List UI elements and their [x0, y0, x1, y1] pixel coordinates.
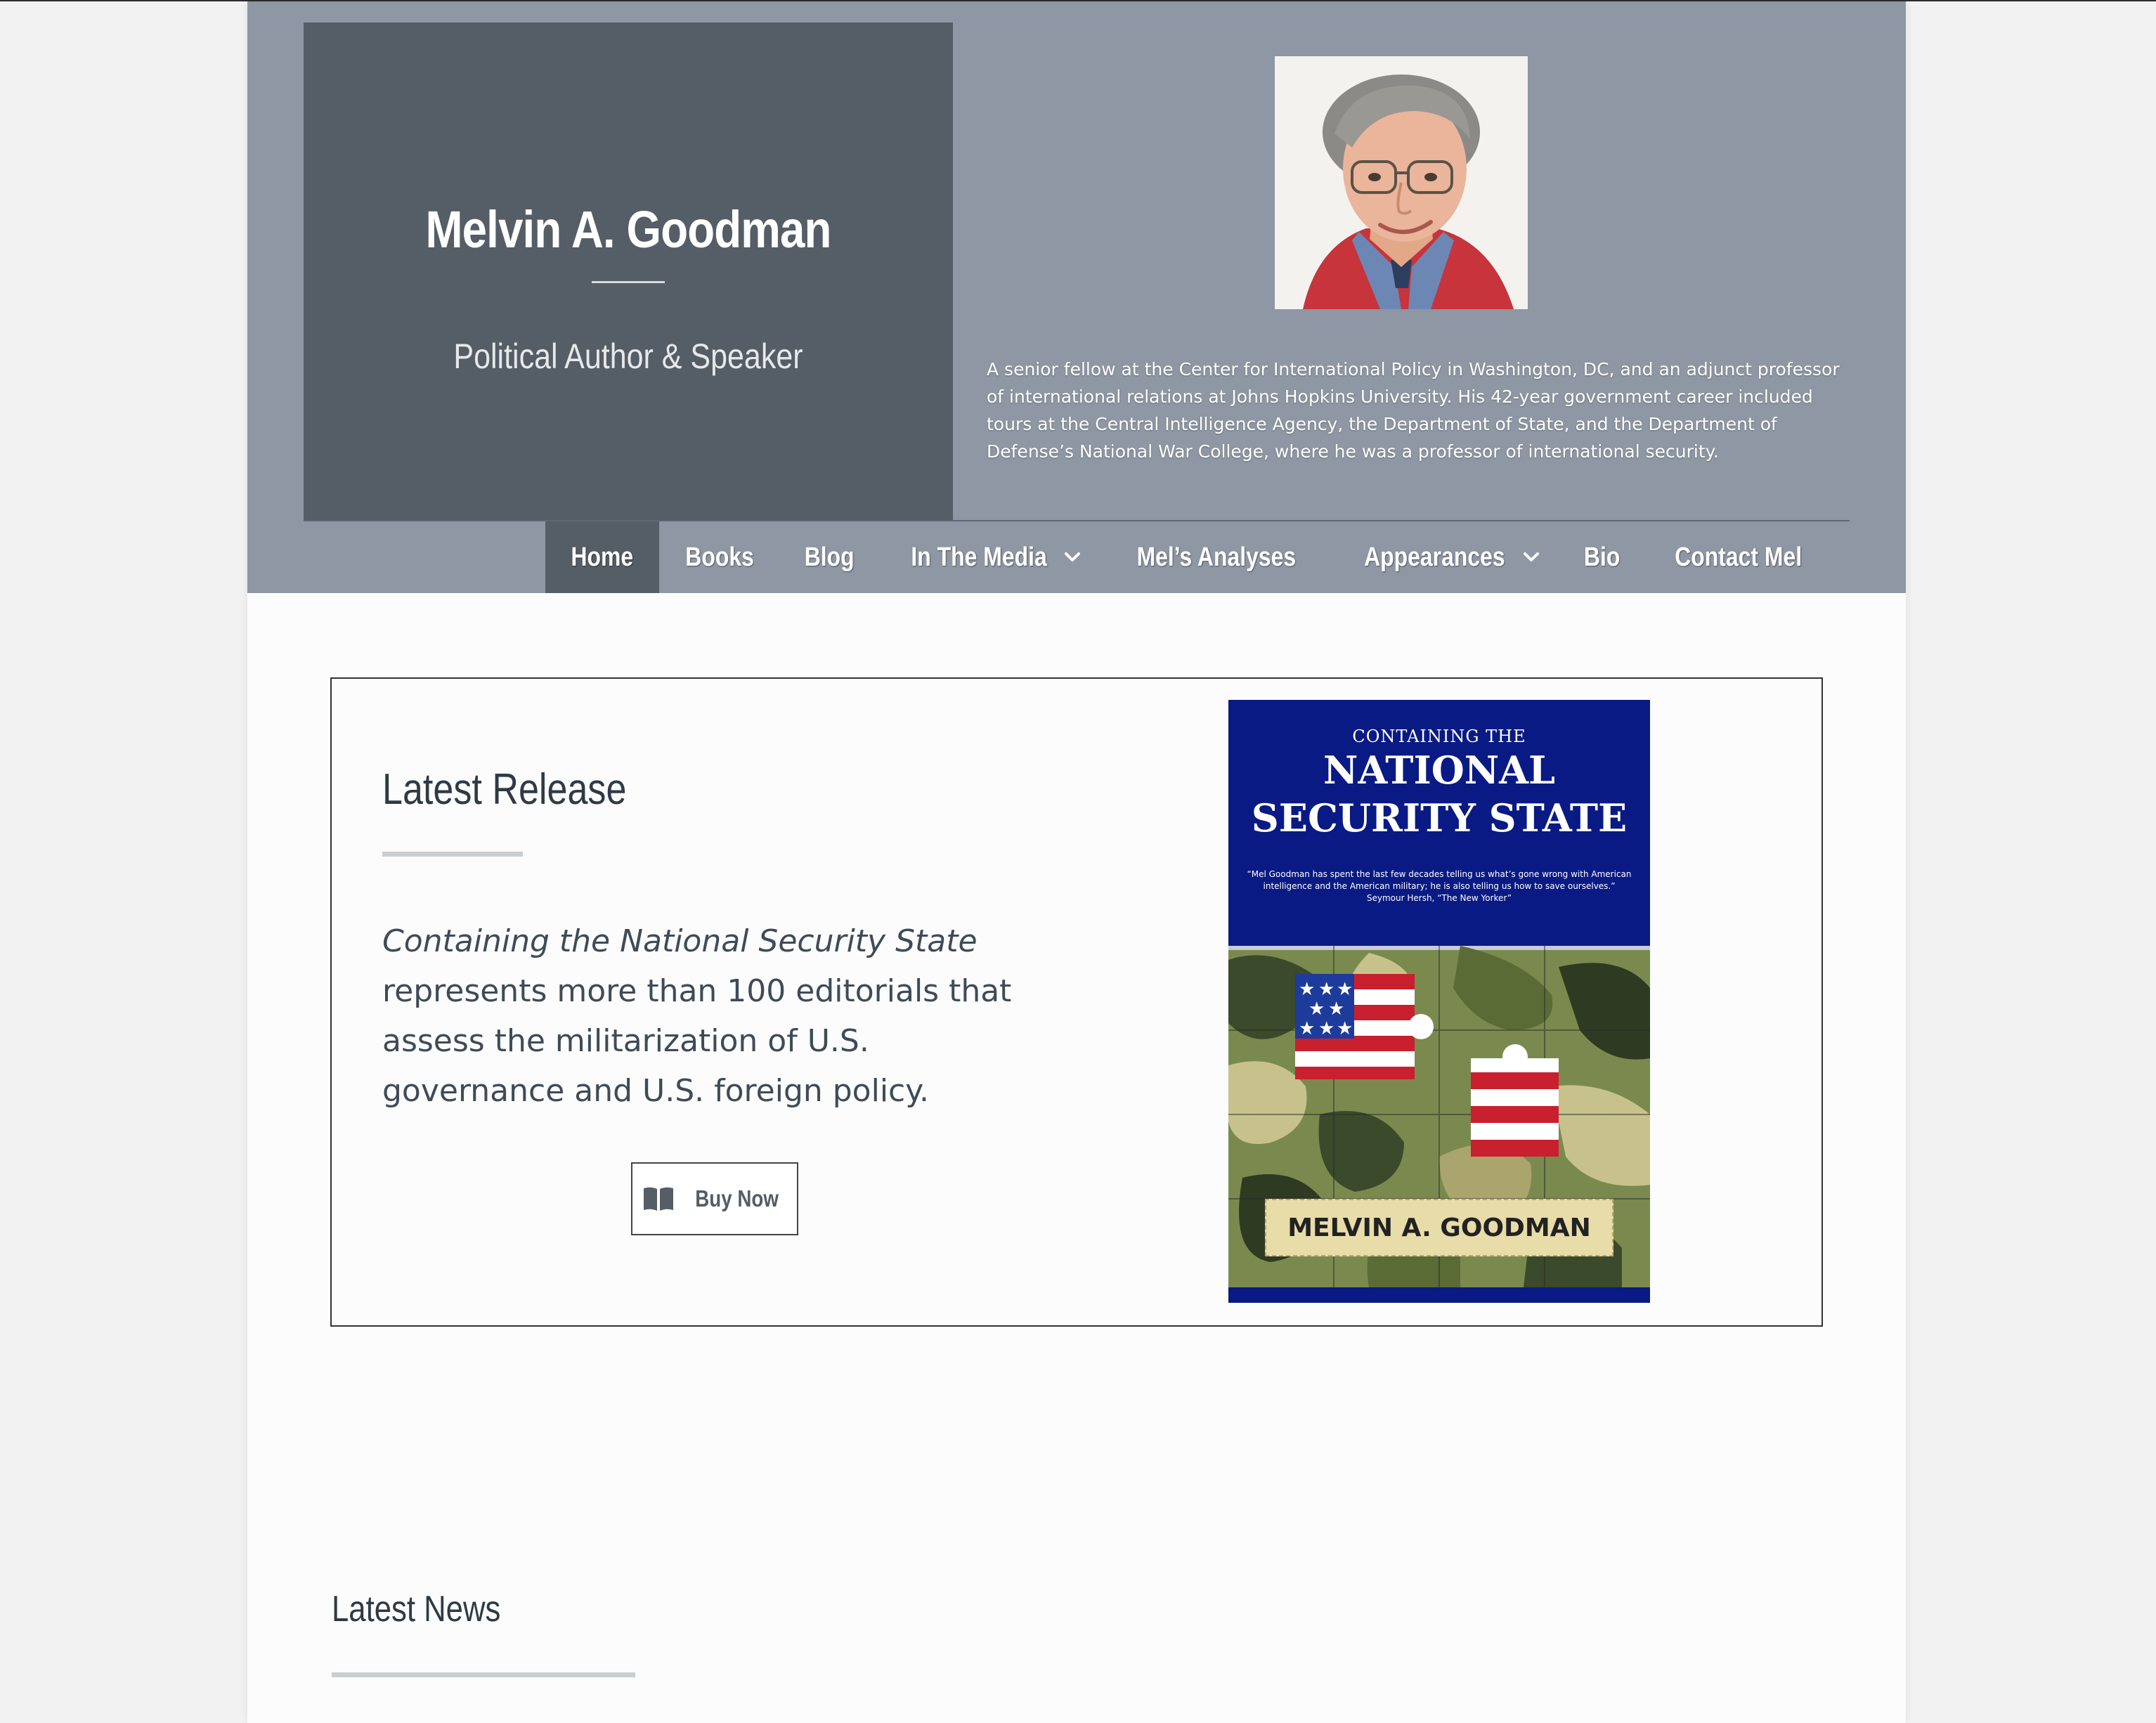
nav-item-in-the-media[interactable]: [878, 521, 1102, 593]
svg-text:★: ★: [1337, 1018, 1353, 1039]
book-open-icon: [642, 1185, 675, 1212]
cover-title-line1: NATIONAL: [1323, 748, 1555, 793]
cover-quote-line3: Seymour Hersh, “The New Yorker”: [1366, 893, 1512, 903]
nav-item-contact-mel[interactable]: [1643, 521, 1833, 593]
site-header: [247, 1, 1906, 593]
nav-item-label: Books: [684, 542, 754, 572]
cover-title-line2: SECURITY STATE: [1251, 795, 1628, 840]
portrait-image: [1275, 56, 1528, 309]
main-navigation: [545, 521, 1833, 593]
nav-item-home[interactable]: [545, 521, 659, 593]
svg-text:★: ★: [1299, 1018, 1316, 1039]
nav-item-label: Blog: [804, 542, 855, 572]
site-title[interactable]: Melvin A. Goodman: [425, 200, 831, 259]
cover-title: [1228, 746, 1650, 842]
nav-item-label: Contact Mel: [1675, 542, 1802, 572]
nav-item-label: In The Media: [911, 542, 1047, 572]
cover-bottom-band: [1228, 1287, 1650, 1303]
buy-now-button[interactable]: [631, 1162, 798, 1235]
release-description: [382, 916, 1057, 1116]
svg-text:★: ★: [1337, 979, 1353, 1000]
chevron-down-icon[interactable]: [1063, 547, 1082, 567]
nav-item-bio[interactable]: [1561, 521, 1643, 593]
site-tagline: Political Author & Speaker: [453, 337, 803, 376]
nav-item-appearances[interactable]: [1331, 521, 1561, 593]
cover-quote-line1: “Mel Goodman has spent the last few decades telling us what’s gone wrong with American: [1247, 869, 1632, 879]
book-cover-image[interactable]: [1228, 700, 1650, 1303]
nav-item-label: Home: [571, 542, 634, 572]
title-divider: [592, 281, 665, 283]
heading-underline: [382, 852, 523, 857]
svg-text:★: ★: [1299, 979, 1316, 1000]
nav-item-label: Bio: [1583, 542, 1620, 572]
nav-item-blog[interactable]: [780, 521, 878, 593]
svg-text:★: ★: [1328, 999, 1345, 1020]
author-bio: A senior fellow at the Center for International Policy in Washington, DC, and an adjunct professor of international relations at Johns Hopkins University. His 42-year government career included tours at the Central Intelligence Agency, the Department of State, and the Department of Defense’s National War College, where he was a professor of international security.: [987, 359, 1840, 462]
svg-text:★: ★: [1318, 979, 1335, 1000]
latest-release-section: [330, 677, 1823, 1327]
cover-author: MELVIN A. GOODMAN: [1265, 1199, 1613, 1256]
heading-underline: [332, 1672, 635, 1677]
nav-item-label: Appearances: [1364, 542, 1505, 572]
svg-text:★: ★: [1308, 999, 1325, 1020]
chevron-down-icon[interactable]: [1521, 547, 1541, 567]
svg-text:★: ★: [1318, 1018, 1335, 1039]
nav-item-label: Mel’s Analyses: [1136, 542, 1297, 572]
latest-release-heading: Latest Release: [382, 765, 627, 814]
buy-now-label: Buy Now: [695, 1185, 779, 1211]
nav-item-mels-analyses[interactable]: [1102, 521, 1331, 593]
latest-news-heading: Latest News: [332, 1589, 501, 1630]
release-description-text: represents more than 100 editorials that assess the militarization of U.S. governance and U.S. foreign policy.: [382, 973, 1012, 1109]
site-branding: [304, 22, 953, 521]
cover-quote-line2: intelligence and the American military; he is also telling us how to save ourselves.”: [1263, 881, 1616, 891]
cover-quote: [1245, 869, 1633, 904]
page-container: [247, 1, 1906, 1723]
nav-item-books[interactable]: [659, 521, 780, 593]
author-portrait: [1275, 56, 1528, 309]
cover-top-label: CONTAINING THE: [1352, 727, 1526, 746]
book-title: Containing the National Security State: [382, 923, 978, 959]
